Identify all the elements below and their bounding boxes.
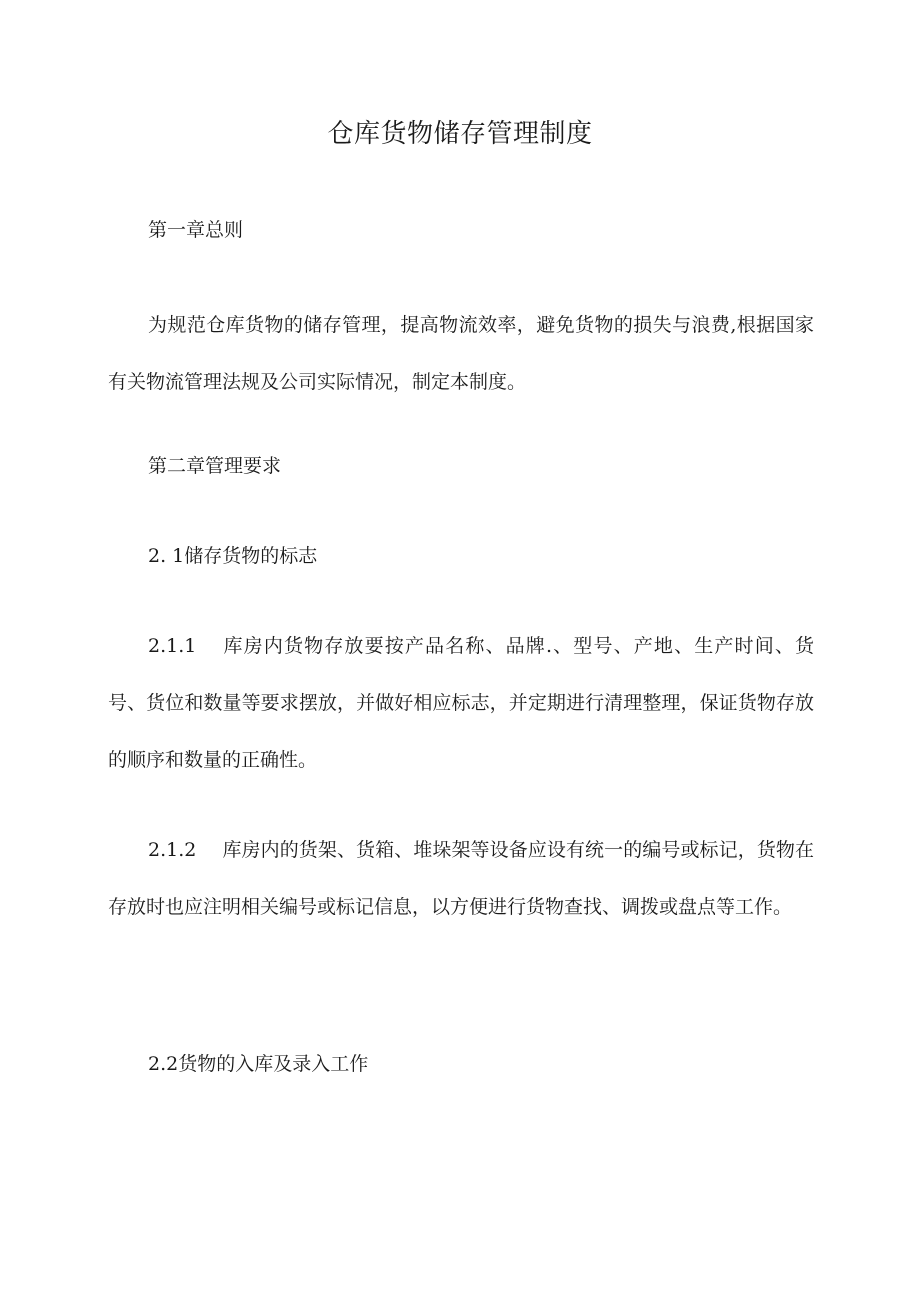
item-2-1-2-paragraph <box>108 822 814 936</box>
chapter-2-heading: 第二章管理要求 <box>148 455 282 477</box>
item-2-1-1-paragraph <box>108 618 814 789</box>
document-title: 仓库货物储存管理制度 <box>327 119 593 149</box>
item-2-1-2-number: 2.1.2 <box>148 839 197 861</box>
item-2-1-1-text: 库房内货物存放要按产品名称、品牌.、型号、产地、生产时间、货号、货位和数量等要求摆放，并做好相应标志，并定期进行清理整理，保证货物存放的顺序和数量的正确性。 <box>108 635 814 771</box>
item-2-1-1-number: 2.1.1 <box>148 635 197 657</box>
item-2-1-2-text: 库房内的货架、货箱、堆垛架等设备应设有统一的编号或标记，货物在存放时也应注明相关编号或标记信息，以方便进行货物查找、调拨或盘点等工作。 <box>108 839 814 918</box>
chapter-1-paragraph: 为规范仓库货物的储存管理，提高物流效率，避免货物的损失与浪费,根据国家有关物流管理法规及公司实际情况，制定本制度。 <box>108 314 814 393</box>
chapter-1-heading: 第一章总则 <box>148 219 244 241</box>
section-2-1-heading: 2. 1储存货物的标志 <box>148 545 318 567</box>
section-2-2-heading: 2.2货物的入库及录入工作 <box>148 1053 369 1075</box>
